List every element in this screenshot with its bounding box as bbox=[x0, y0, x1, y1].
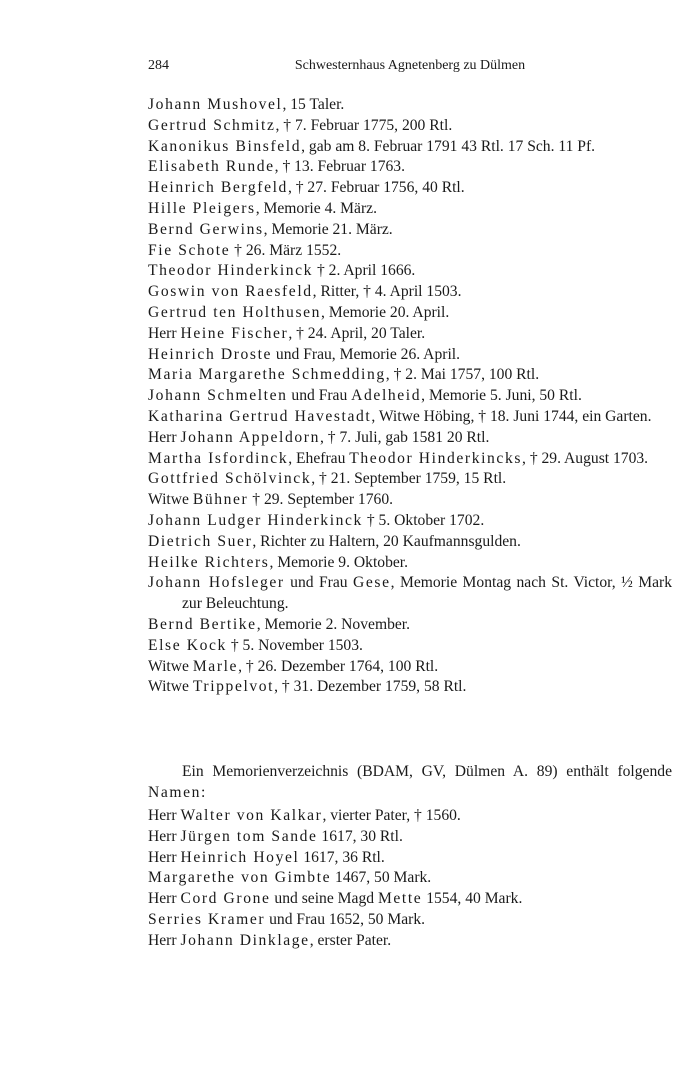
entry-text: Herr bbox=[148, 890, 181, 908]
entry-text: , † 13. Februar 1763. bbox=[274, 158, 406, 176]
entry-name: Johann Mushovel bbox=[148, 96, 283, 113]
entry-text: Herr bbox=[148, 931, 181, 949]
entry-name: Gese bbox=[353, 574, 391, 592]
entry-line bbox=[148, 95, 672, 116]
entry-line bbox=[148, 827, 672, 848]
entry-line bbox=[148, 469, 672, 490]
entry-name: Dietrich Suer bbox=[148, 532, 253, 550]
entry-line bbox=[148, 449, 672, 470]
entry-text: , Memorie 20. April. bbox=[321, 303, 450, 321]
page-header bbox=[148, 58, 672, 78]
entry-text: , 15 Taler. bbox=[282, 96, 345, 113]
entry-line bbox=[148, 137, 672, 158]
entry-line bbox=[148, 157, 672, 178]
entry-text: Herr bbox=[148, 827, 181, 845]
entry-text: , † 31. Dezember 1759, 58 Rtl. bbox=[274, 678, 467, 696]
entry-name: Johann Appeldorn bbox=[180, 428, 320, 446]
entry-line bbox=[148, 365, 672, 386]
entry-text: und Frau bbox=[284, 574, 354, 592]
entry-text: † 26. März 1552. bbox=[230, 241, 342, 259]
entry-name: Trippelvot bbox=[192, 678, 275, 696]
entry-name: Martha Isfordinck bbox=[148, 449, 289, 467]
running-title: Schwesternhaus Agnetenberg zu Dülmen bbox=[294, 58, 526, 73]
entry-name: Gertrud Schmitz bbox=[148, 116, 276, 134]
entry-line bbox=[148, 806, 672, 827]
entry-text: Witwe bbox=[148, 491, 193, 509]
entry-text: , Ritter, † 4. April 1503. bbox=[312, 283, 462, 301]
entry-line bbox=[148, 910, 672, 931]
entry-text: † 29. September 1760. bbox=[248, 491, 394, 509]
entry-text: Witwe bbox=[148, 657, 193, 675]
page-number: 284 bbox=[148, 58, 169, 73]
entry-name: Heilke Richters bbox=[148, 553, 270, 571]
entry-name: Marle bbox=[192, 657, 239, 675]
entry-name: Adelheid bbox=[351, 387, 422, 405]
entry-line bbox=[148, 324, 672, 345]
entry-text: Herr bbox=[148, 428, 181, 446]
entry-text: Herr bbox=[148, 324, 181, 342]
entry-name: Else Kock bbox=[148, 636, 227, 654]
entry-text: 1554, 40 Mark. bbox=[422, 890, 523, 908]
entry-name: Margarethe von Gimbte bbox=[148, 869, 332, 887]
paragraph-text: Ein Memorienverzeichnis (BDAM, GV, Dülmen A. 89) enthält folgende bbox=[182, 763, 672, 780]
entry-name: Heinrich Droste bbox=[148, 345, 273, 363]
entry-line bbox=[148, 261, 672, 282]
entry-text: , † 24. April, 20 Taler. bbox=[288, 324, 426, 342]
entry-name: Walter von Kalkar bbox=[180, 807, 323, 824]
entry-name: Johann Schmelten bbox=[148, 387, 288, 405]
entry-line bbox=[148, 532, 672, 553]
entry-text: Witwe bbox=[148, 678, 193, 696]
entry-name: Jürgen tom Sande bbox=[180, 827, 318, 845]
entry-text: , Ehefrau bbox=[288, 449, 350, 467]
entry-name: Serries Kramer bbox=[148, 910, 266, 928]
entry-text: und Frau bbox=[287, 387, 352, 405]
entry-name: Mette bbox=[377, 890, 423, 908]
entry-line bbox=[148, 428, 672, 449]
entry-name: Cord Grone bbox=[180, 890, 271, 908]
entry-name: Bernd Bertike bbox=[148, 615, 257, 633]
entry-line bbox=[148, 868, 672, 889]
entry-text: , † 7. Februar 1775, 200 Rtl. bbox=[275, 116, 453, 134]
entry-line bbox=[148, 553, 672, 574]
entry-line bbox=[148, 848, 672, 869]
entry-text: 1617, 36 Rtl. bbox=[299, 848, 385, 866]
entry-name: Theodor Hinderkinck bbox=[148, 262, 314, 280]
entry-name: Bernd Gerwins bbox=[148, 220, 264, 238]
entry-line bbox=[148, 199, 672, 220]
entry-text: , Memorie 9. Oktober. bbox=[269, 553, 409, 571]
entry-text: , Memorie 4. März. bbox=[255, 199, 377, 217]
entry-line bbox=[148, 345, 672, 366]
entry-line bbox=[148, 178, 672, 199]
entry-text: † 5. November 1503. bbox=[226, 636, 363, 654]
paragraph-spaced-word: Namen: bbox=[148, 784, 207, 801]
entry-name: Heinrich Hoyel bbox=[180, 848, 300, 866]
entry-line bbox=[148, 220, 672, 241]
entry-name: Gottfried Schölvinck bbox=[148, 470, 312, 488]
entry-text: , † 21. September 1759, 15 Rtl. bbox=[311, 470, 507, 488]
entry-text: Herr bbox=[148, 807, 181, 824]
entry-text: , † 2. Mai 1757, 100 Rtl. bbox=[385, 366, 540, 384]
entry-text: , Memorie 21. März. bbox=[263, 220, 393, 238]
entry-line bbox=[148, 241, 672, 262]
entry-text: , † 29. August 1703. bbox=[522, 449, 649, 467]
entry-text: , Witwe Höbing, † 18. Juni 1744, ein Garten. bbox=[371, 407, 652, 425]
entry-line bbox=[148, 636, 672, 657]
entry-text: 1617, 30 Rtl. bbox=[317, 827, 403, 845]
entry-name: Katharina Gertrud Havestadt bbox=[148, 407, 372, 425]
entry-text: und Frau 1652, 50 Mark. bbox=[265, 910, 426, 928]
entry-line bbox=[148, 573, 672, 615]
entry-line bbox=[148, 931, 672, 952]
entry-text: , gab am 8. Februar 1791 43 Rtl. 17 Sch. 11 Pf. bbox=[301, 137, 596, 155]
entry-line bbox=[148, 615, 672, 636]
intro-paragraph bbox=[148, 761, 672, 803]
entry-text: , vierter Pater, † 1560. bbox=[322, 807, 461, 824]
entry-name: Heine Fischer bbox=[180, 324, 289, 342]
entry-text: , Memorie 2. November. bbox=[256, 615, 411, 633]
entry-name: Maria Margarethe Schmedding bbox=[148, 366, 386, 384]
entry-text: und seine Magd bbox=[270, 890, 378, 908]
memorial-list-2 bbox=[148, 806, 672, 952]
entry-line bbox=[148, 677, 672, 698]
entry-name: Goswin von Raesfeld bbox=[148, 283, 313, 301]
entry-name: Gertrud ten Holthusen bbox=[148, 303, 322, 321]
entry-text: Herr bbox=[148, 848, 181, 866]
entry-text: † 2. April 1666. bbox=[313, 262, 416, 280]
entry-name: Fie Schote bbox=[148, 241, 231, 259]
entry-text: , † 7. Juli, gab 1581 20 Rtl. bbox=[319, 428, 490, 446]
entry-line bbox=[148, 889, 672, 910]
entry-line bbox=[148, 511, 672, 532]
entry-text: , Memorie Montag nach St. Victor, ½ Mark zur Beleuchtung. bbox=[182, 574, 672, 613]
entry-name: Bühner bbox=[192, 491, 249, 509]
entry-line bbox=[148, 490, 672, 511]
memorial-list bbox=[148, 95, 672, 698]
entry-name: Johann Dinklage bbox=[180, 931, 310, 949]
entry-text: , † 27. Februar 1756, 40 Rtl. bbox=[287, 179, 465, 197]
entry-line bbox=[148, 657, 672, 678]
entry-text: , † 26. Dezember 1764, 100 Rtl. bbox=[238, 657, 439, 675]
entry-text: 1467, 50 Mark. bbox=[331, 869, 432, 887]
entry-text: , erster Pater. bbox=[309, 931, 392, 949]
entry-text: † 5. Oktober 1702. bbox=[362, 511, 485, 529]
entry-name: Kanonikus Binsfeld bbox=[148, 137, 302, 155]
entry-text: , Memorie 5. Juni, 50 Rtl. bbox=[421, 387, 582, 405]
entry-text: , Richter zu Haltern, 20 Kaufmannsgulden. bbox=[252, 532, 521, 550]
entry-line bbox=[148, 386, 672, 407]
entry-name: Theodor Hinderkincks bbox=[349, 449, 523, 467]
entry-text: und Frau, Memorie 26. April. bbox=[272, 345, 461, 363]
entry-name: Heinrich Bergfeld bbox=[148, 179, 288, 197]
entry-name: Elisabeth Runde bbox=[148, 158, 275, 176]
entry-name: Johann Ludger Hinderkinck bbox=[148, 511, 363, 529]
entry-line bbox=[148, 116, 672, 137]
entry-line bbox=[148, 303, 672, 324]
entry-name: Hille Pleigers bbox=[148, 199, 256, 217]
entry-name: Johann Hofsleger bbox=[148, 574, 285, 592]
entry-line bbox=[148, 407, 672, 428]
entry-line bbox=[148, 282, 672, 303]
